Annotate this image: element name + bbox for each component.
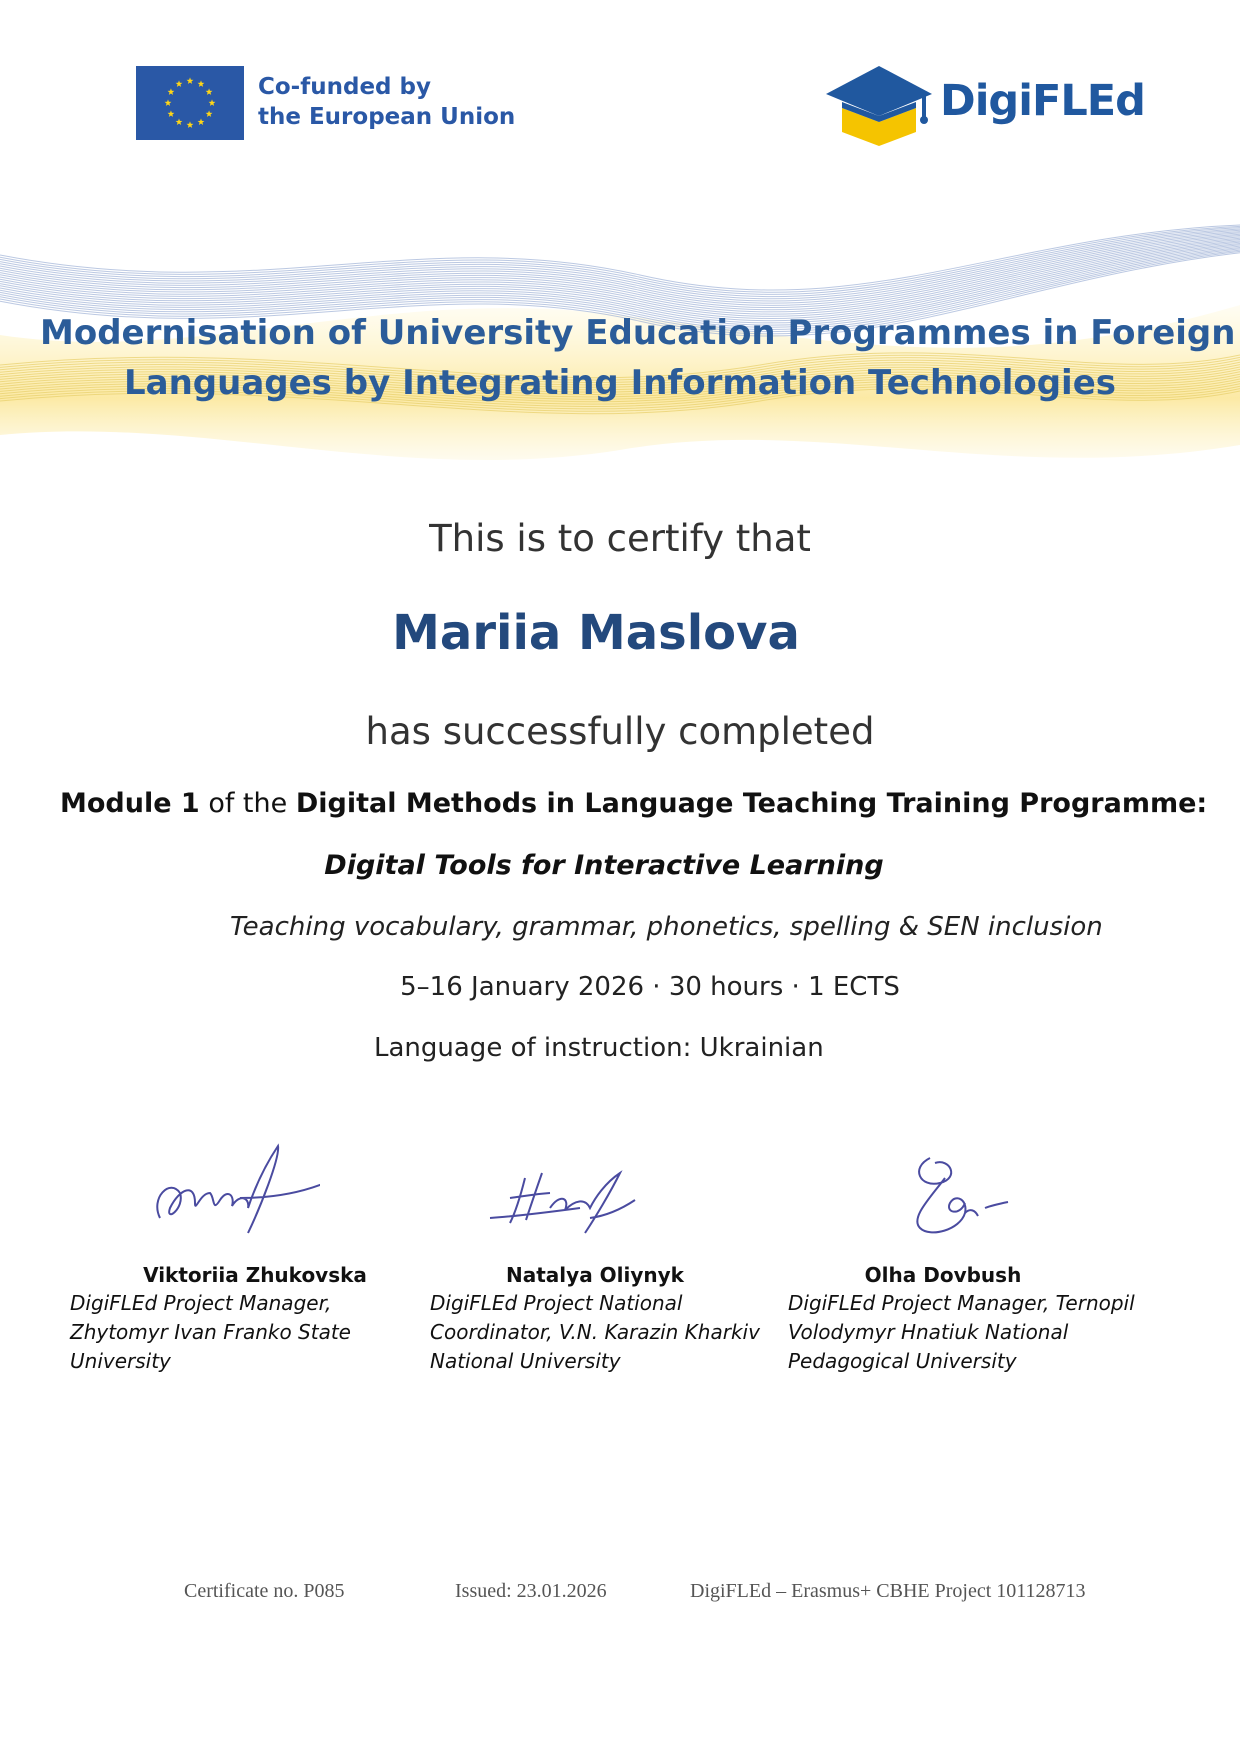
eu-line1: Co-funded by	[258, 74, 431, 100]
banner-title	[40, 308, 1236, 408]
digifled-logo-text: DigiFLEd	[940, 76, 1145, 126]
certify-intro: This is to certify that	[429, 517, 811, 560]
signatory-3	[788, 1263, 1148, 1376]
module-title: Digital Tools for Interactive Learning	[324, 850, 884, 881]
eu-star	[176, 80, 183, 87]
eu-star	[168, 110, 175, 117]
signature-dovbush	[890, 1138, 1070, 1248]
eu-cofunded-label	[258, 72, 515, 132]
eu-star	[187, 77, 194, 84]
module-topics: Teaching vocabulary, grammar, phonetics, spelling & SEN inclusion	[230, 912, 1103, 942]
completed-text: has successfully completed	[365, 710, 875, 753]
eu-star	[209, 99, 216, 106]
instruction-language: Language of instruction: Ukrainian	[374, 1033, 824, 1063]
eu-star	[198, 80, 205, 87]
signature-zhukovska	[140, 1138, 320, 1248]
issue-date: Issued: 23.01.2026	[455, 1580, 607, 1602]
module-line	[60, 788, 1208, 819]
banner-title-line1: Modernisation of University Education Programmes in Foreign	[40, 313, 1236, 353]
project-reference: DigiFLEd – Erasmus+ CBHE Project 101128713	[690, 1580, 1086, 1602]
signatory-name: Natalya Oliynyk	[506, 1263, 684, 1287]
signatory-name: Viktoriia Zhukovska	[143, 1263, 367, 1287]
module-number: Module 1	[60, 788, 200, 819]
banner-title-line2: Languages by Integrating Information Technologies	[123, 363, 1117, 403]
signatory-name: Olha Dovbush	[864, 1263, 1022, 1287]
eu-stars	[136, 66, 244, 140]
eu-flag-icon	[136, 66, 244, 140]
eu-star	[168, 88, 175, 95]
eu-star	[198, 118, 205, 125]
programme-name: Digital Methods in Language Teaching Training Programme:	[295, 788, 1208, 819]
course-dates: 5–16 January 2026 · 30 hours · 1 ECTS	[400, 972, 900, 1002]
signatory-role: DigiFLEd Project National Coordinator, V.N. Karazin Kharkiv National University	[430, 1291, 760, 1373]
signatory-2	[430, 1263, 760, 1376]
signatory-role: DigiFLEd Project Manager, Zhytomyr Ivan Franko State University	[70, 1291, 351, 1373]
signature-oliynyk	[480, 1138, 660, 1248]
eu-star	[165, 99, 172, 106]
signatory-role: DigiFLEd Project Manager, Ternopil Volodymyr Hnatiuk National Pedagogical University	[788, 1291, 1135, 1373]
module-connector: of the	[199, 788, 296, 819]
signatory-1	[70, 1263, 400, 1376]
eu-star	[206, 110, 213, 117]
eu-star	[187, 121, 194, 128]
graduation-cap-icon	[824, 62, 934, 148]
certificate-number: Certificate no. P085	[184, 1580, 345, 1602]
recipient-name: Mariia Maslova	[392, 605, 800, 661]
eu-star	[206, 88, 213, 95]
eu-line2: the European Union	[258, 104, 516, 130]
eu-star	[176, 118, 183, 125]
